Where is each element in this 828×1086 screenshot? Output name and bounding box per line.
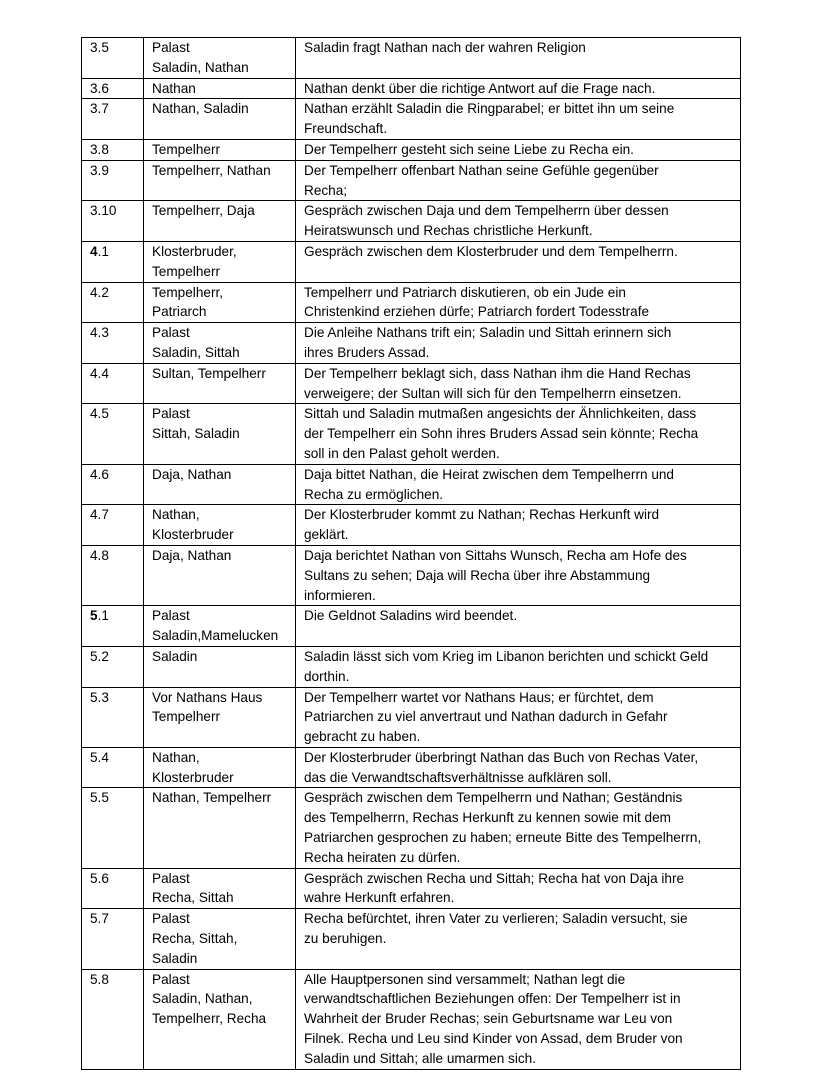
- table-row: [82, 606, 741, 647]
- scene-number: 4.6: [90, 466, 109, 482]
- summary-cell: Saladin lässt sich vom Krieg im Libanon berichten und schickt Geld dorthin.: [296, 646, 741, 687]
- scene-number: 5.6: [90, 870, 109, 886]
- persons-cell: Tempelherr, Patriarch: [144, 282, 296, 323]
- table-row: [82, 38, 741, 79]
- summary-cell: Saladin fragt Nathan nach der wahren Religion: [296, 38, 741, 79]
- scene-number: 5.3: [90, 689, 109, 705]
- persons-cell: Palast Recha, Sittah: [144, 868, 296, 909]
- summary-cell: Nathan denkt über die richtige Antwort auf die Frage nach.: [296, 78, 741, 99]
- scene-number-cell: [82, 747, 144, 788]
- scene-number: 4.3: [90, 325, 109, 341]
- scene-number: .1: [97, 243, 109, 259]
- summary-cell: Der Tempelherr offenbart Nathan seine Gefühle gegenüber Recha;: [296, 160, 741, 201]
- summary-cell: Daja bittet Nathan, die Heirat zwischen dem Tempelherrn und Recha zu ermöglichen.: [296, 464, 741, 505]
- persons-cell: Vor Nathans Haus Tempelherr: [144, 687, 296, 747]
- persons-cell: Palast Recha, Sittah, Saladin: [144, 909, 296, 969]
- table-row: [82, 404, 741, 464]
- scene-number: 3.8: [90, 141, 109, 157]
- table-row: [82, 139, 741, 160]
- scene-number: 4.2: [90, 284, 109, 300]
- summary-cell: Der Tempelherr wartet vor Nathans Haus; er fürchtet, dem Patriarchen zu viel anvertraut und Nathan dadurch in Gefahr gebracht zu haben.: [296, 687, 741, 747]
- summary-cell: Der Klosterbruder kommt zu Nathan; Rechas Herkunft wird geklärt.: [296, 505, 741, 546]
- persons-cell: Nathan, Tempelherr: [144, 788, 296, 868]
- scene-number-cell: [82, 99, 144, 140]
- scene-number: 5.7: [90, 911, 109, 927]
- summary-cell: Recha befürchtet, ihren Vater zu verlieren; Saladin versucht, sie zu beruhigen.: [296, 909, 741, 969]
- scene-number-cell: [82, 687, 144, 747]
- table-row: [82, 788, 741, 868]
- scene-number: 4.8: [90, 547, 109, 563]
- scene-number-cell: [82, 201, 144, 242]
- persons-cell: Tempelherr: [144, 139, 296, 160]
- persons-cell: Palast Saladin,Mamelucken: [144, 606, 296, 647]
- scene-number-cell: [82, 78, 144, 99]
- scene-number-cell: [82, 282, 144, 323]
- scene-number: 5.5: [90, 790, 109, 806]
- scene-number: 3.10: [90, 203, 117, 219]
- act-number: 4: [90, 243, 98, 259]
- persons-cell: Saladin: [144, 646, 296, 687]
- table-row: [82, 687, 741, 747]
- persons-cell: Sultan, Tempelherr: [144, 363, 296, 404]
- summary-cell: Gespräch zwischen Daja und dem Tempelherrn über dessen Heiratswunsch und Rechas christliche Herkunft.: [296, 201, 741, 242]
- table-row: [82, 505, 741, 546]
- table-row: [82, 747, 741, 788]
- scene-number: 3.5: [90, 40, 109, 55]
- summary-cell: Der Tempelherr beklagt sich, dass Nathan ihm die Hand Rechas verweigere; der Sultan will sich für den Tempelherrn einsetzen.: [296, 363, 741, 404]
- table-row: [82, 241, 741, 282]
- scene-number: .1: [97, 608, 109, 624]
- summary-cell: Alle Hauptpersonen sind versammelt; Nathan legt die verwandtschaftlichen Beziehungen offen: Der Tempelherr ist in Wahrheit der Bruder Rechas; sein Geburtsname war Leu von Filnek. Recha und Leu sind Kinder von Assad, dem Bruder von Saladin und Sittah; alle umarmen sich.: [296, 969, 741, 1069]
- scene-number: 5.4: [90, 749, 109, 765]
- scene-number-cell: [82, 505, 144, 546]
- table-row: [82, 646, 741, 687]
- scene-number-cell: [82, 969, 144, 1069]
- scene-number-cell: [82, 160, 144, 201]
- scene-number-cell: [82, 909, 144, 969]
- table-row: [82, 99, 741, 140]
- table-row: [82, 909, 741, 969]
- table-row: [82, 868, 741, 909]
- scene-number: 4.5: [90, 406, 109, 422]
- table-row: [82, 323, 741, 364]
- table-row: [82, 282, 741, 323]
- scene-table-body: [82, 38, 741, 1070]
- persons-cell: Klosterbruder, Tempelherr: [144, 241, 296, 282]
- scene-number: 5.8: [90, 971, 109, 987]
- scene-number: 3.7: [90, 101, 109, 117]
- persons-cell: Daja, Nathan: [144, 545, 296, 605]
- scene-number-cell: [82, 606, 144, 647]
- persons-cell: Tempelherr, Daja: [144, 201, 296, 242]
- scene-number: 3.6: [90, 80, 109, 96]
- summary-cell: Tempelherr und Patriarch diskutieren, ob ein Jude ein Christenkind erziehen dürfe; Patriarch fordert Todesstrafe: [296, 282, 741, 323]
- persons-cell: Nathan, Klosterbruder: [144, 747, 296, 788]
- persons-cell: Daja, Nathan: [144, 464, 296, 505]
- summary-cell: Die Geldnot Saladins wird beendet.: [296, 606, 741, 647]
- scene-number-cell: [82, 363, 144, 404]
- summary-cell: Der Tempelherr gesteht sich seine Liebe zu Recha ein.: [296, 139, 741, 160]
- scene-number: 5.2: [90, 648, 109, 664]
- scene-number-cell: [82, 464, 144, 505]
- persons-cell: Palast Saladin, Nathan: [144, 38, 296, 79]
- persons-cell: Palast Sittah, Saladin: [144, 404, 296, 464]
- summary-cell: Gespräch zwischen dem Klosterbruder und dem Tempelherrn.: [296, 241, 741, 282]
- scene-number-cell: [82, 646, 144, 687]
- table-row: [82, 464, 741, 505]
- scene-number-cell: [82, 139, 144, 160]
- scene-number: 3.9: [90, 162, 109, 178]
- table-row: [82, 363, 741, 404]
- summary-cell: Der Klosterbruder überbringt Nathan das Buch von Rechas Vater, das die Verwandtschaftsverhältnisse aufklären soll.: [296, 747, 741, 788]
- table-row: [82, 78, 741, 99]
- scene-number-cell: [82, 788, 144, 868]
- persons-cell: Palast Saladin, Sittah: [144, 323, 296, 364]
- scene-number-cell: [82, 868, 144, 909]
- table-row: [82, 160, 741, 201]
- summary-cell: Daja berichtet Nathan von Sittahs Wunsch, Recha am Hofe des Sultans zu sehen; Daja will Recha über ihre Abstammung informieren.: [296, 545, 741, 605]
- scene-number-cell: [82, 404, 144, 464]
- persons-cell: Nathan, Saladin: [144, 99, 296, 140]
- persons-cell: Nathan, Klosterbruder: [144, 505, 296, 546]
- summary-cell: Die Anleihe Nathans trift ein; Saladin und Sittah erinnern sich ihres Bruders Assad.: [296, 323, 741, 364]
- summary-cell: Gespräch zwischen Recha und Sittah; Recha hat von Daja ihre wahre Herkunft erfahren.: [296, 868, 741, 909]
- summary-cell: Gespräch zwischen dem Tempelherrn und Nathan; Geständnis des Tempelherrn, Rechas Herkunft zu kennen sowie mit dem Patriarchen gesprochen zu haben; erneute Bitte des Tempelherrn, Recha heiraten zu dürfen.: [296, 788, 741, 868]
- persons-cell: Nathan: [144, 78, 296, 99]
- scene-number: 4.7: [90, 507, 109, 523]
- scene-number-cell: [82, 38, 144, 79]
- table-row: [82, 969, 741, 1069]
- scene-number-cell: [82, 545, 144, 605]
- summary-cell: Sittah und Saladin mutmaßen angesichts der Ähnlichkeiten, dass der Tempelherr ein Sohn ihres Bruders Assad sein könnte; Recha soll in den Palast geholt werden.: [296, 404, 741, 464]
- act-number: 5: [90, 608, 98, 624]
- table-row: [82, 201, 741, 242]
- scene-number-cell: [82, 241, 144, 282]
- table-row: [82, 545, 741, 605]
- scene-number: 4.4: [90, 365, 109, 381]
- scene-table: [81, 37, 741, 1070]
- scene-number-cell: [82, 323, 144, 364]
- summary-cell: Nathan erzählt Saladin die Ringparabel; er bittet ihn um seine Freundschaft.: [296, 99, 741, 140]
- persons-cell: Tempelherr, Nathan: [144, 160, 296, 201]
- persons-cell: Palast Saladin, Nathan, Tempelherr, Recha: [144, 969, 296, 1069]
